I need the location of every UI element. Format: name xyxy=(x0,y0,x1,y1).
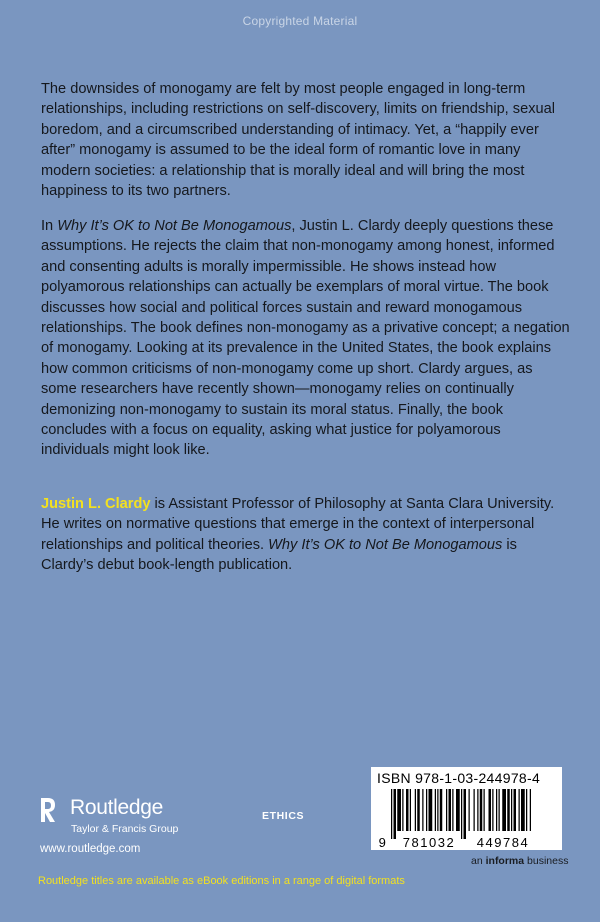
description-paragraph-1 xyxy=(41,79,571,201)
routledge-logo-icon xyxy=(38,796,58,838)
barcode-bar xyxy=(391,789,392,839)
isbn-barcode xyxy=(371,767,562,850)
barcode-bar xyxy=(456,789,460,831)
author-name: Justin L. Clardy xyxy=(41,496,151,512)
barcode-bar xyxy=(477,789,478,831)
barcode-bar xyxy=(429,789,433,831)
barcode-bar xyxy=(406,789,409,831)
book-title: Why It’s OK to Not Be Monogamous xyxy=(57,218,292,234)
copyright-watermark: Copyrighted Material xyxy=(242,14,358,28)
barcode-bar xyxy=(417,789,420,831)
barcode-bar xyxy=(437,789,438,831)
barcode-bar xyxy=(422,789,423,831)
barcode-bar xyxy=(521,789,525,831)
barcode-bar xyxy=(496,789,497,831)
barcode-bar xyxy=(440,789,443,831)
barcode-bar xyxy=(499,789,500,831)
publisher-name: Routledge xyxy=(70,796,164,819)
informa-suffix: business xyxy=(524,855,569,867)
barcode-bar xyxy=(526,789,527,831)
barcode-bar xyxy=(511,789,512,831)
author-bio-end: is Clardy’s debut book-length publication. xyxy=(41,536,517,574)
barcode-bar xyxy=(435,789,436,831)
barcode-bar xyxy=(449,789,452,831)
author-bio-text xyxy=(41,494,571,576)
barcode-bar xyxy=(469,789,470,831)
barcode-bar xyxy=(402,789,403,831)
informa-name: informa xyxy=(485,855,525,867)
informa-business-label xyxy=(471,855,568,867)
ebook-availability-note: Routledge titles are available as eBook editions in a range of digital formats xyxy=(38,875,405,887)
description-paragraph-2 xyxy=(41,216,571,461)
barcode-bar xyxy=(480,789,483,831)
barcode-digits-group-1: 781032 xyxy=(402,835,456,850)
barcode-bar xyxy=(446,789,447,831)
barcode-bar xyxy=(514,789,517,831)
barcode-graphic xyxy=(371,767,562,850)
barcode-bar xyxy=(397,789,401,831)
barcode-bar xyxy=(507,789,510,831)
barcode-bar xyxy=(461,789,462,839)
barcode-bar xyxy=(484,789,485,831)
description-text-1: The downsides of monogamy are felt by most people engaged in long-term relationships, including restrictions on self-discovery, limits on friendship, sexual boredom, and a circumscribed understanding of intimacy. Yet, a “happily ever after” monogamy is assumed to be the ideal form of romantic love in many modern societies: a relationship that is morally ideal and will bring the most happiness to its two partners. xyxy=(41,81,555,200)
publisher-group: Taylor & Francis Group xyxy=(71,823,179,835)
description-text-2 xyxy=(41,216,571,461)
author-bio-body: is Assistant Professor of Philosophy at Santa Clara University. He writes on normative questions that emerge in the context of interpersonal relationships and political theories. xyxy=(41,496,555,553)
subject-category: ETHICS xyxy=(262,810,305,822)
publisher-website[interactable]: www.routledge.com xyxy=(40,843,141,855)
barcode-bar xyxy=(492,789,493,831)
barcode-digit-lead: 9 xyxy=(378,835,388,850)
barcode-digits-group-2: 449784 xyxy=(476,835,530,850)
informa-prefix: an xyxy=(471,855,486,867)
para2-body: , Justin L. Clardy deeply questions these assumptions. He rejects the claim that non-monogamy among honest, informed and consenting adults is morally impermissible. He shows instead how polyamorous relationships can actually be exemplars of moral virtue. The book discusses how social and political forces sustain and reward monogamous relationships. The book defines non-monogamy as a privative concept; a negation of monogamy. Looking at its prevalence in the United States, the book explains how common criticisms of non-monogamy come up short. Clardy argues, as some researchers have recently shown—monogamy relies on continually demonizing non-monogamy to sustain its moral status. Finally, the book concludes with a focus on equality, asking what justice for polyamorous individuals might look like. xyxy=(41,218,570,459)
barcode-bar xyxy=(464,789,467,839)
barcode-bar xyxy=(489,789,492,831)
barcode-bar xyxy=(426,789,427,831)
isbn-label: ISBN 978-1-03-244978-4 xyxy=(377,770,541,786)
barcode-bar xyxy=(452,789,453,831)
barcode-bar xyxy=(530,789,531,831)
barcode-bar xyxy=(394,789,397,839)
author-bio xyxy=(41,494,571,576)
para2-lead: In xyxy=(41,218,58,234)
barcode-bar xyxy=(502,789,506,831)
barcode-bar xyxy=(519,789,520,831)
author-book-title: Why It’s OK to Not Be Monogamous xyxy=(268,536,503,553)
barcode-bar xyxy=(410,789,411,831)
barcode-bar xyxy=(474,789,475,831)
barcode-bar xyxy=(415,789,416,831)
